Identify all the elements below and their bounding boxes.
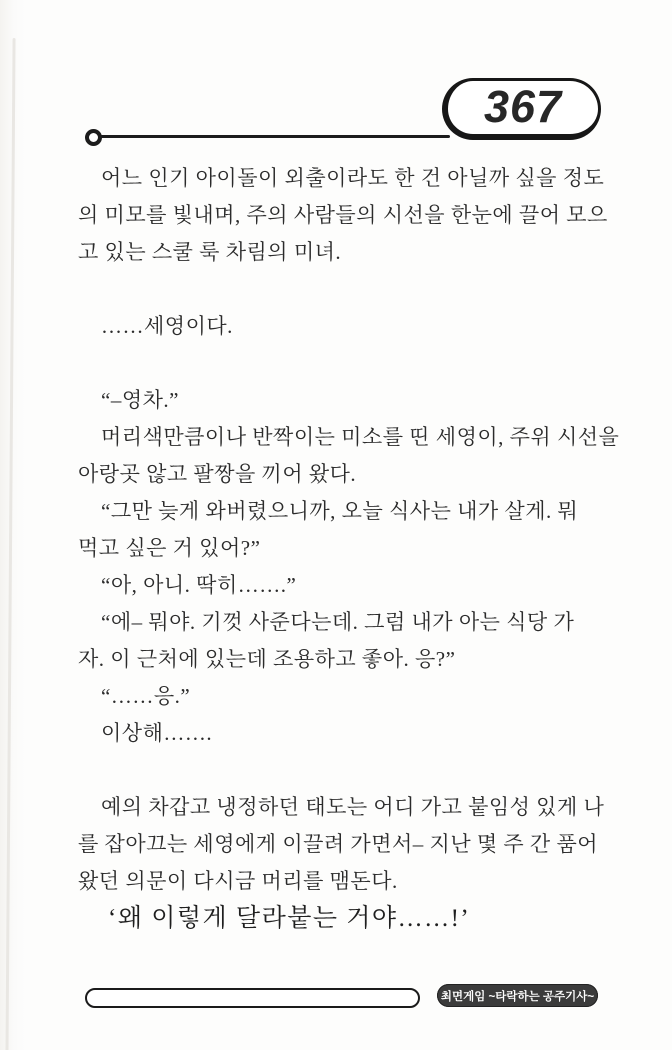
text-line: “……응.” [101,684,191,708]
footer-rule-box [85,988,420,1008]
text-line: 의 미모를 빛내며, 주의 사람들의 시선을 한눈에 끌어 모으 [78,203,608,227]
text-line: 먹고 싶은 거 있어?” [78,536,261,560]
text-line [78,345,606,382]
text-line: 고 있는 스쿨 룩 차림의 미녀. [78,240,342,264]
text-line: “에– 뭐야. 기껏 사준다는데. 그럼 내가 아는 식당 가 [101,610,575,634]
text-line: 왔던 의문이 다시금 머리를 맴돈다. [78,869,398,893]
page-number: 367 [483,80,563,132]
page-scan-line [5,38,15,1050]
text-line: ……세영이다. [101,314,233,338]
text-line: 예의 차갑고 냉정하던 태도는 어디 가고 붙임성 있게 나 [101,795,605,819]
text-line: 자. 이 근처에 있는데 조용하고 좋아. 응?” [78,647,456,671]
page-scan-edge [0,0,26,1050]
text-line: 어느 인기 아이돌이 외출이라도 한 건 아닐까 싶을 정도 [101,166,605,190]
text-line: 를 잡아끄는 세영에게 이끌려 가면서– 지난 몇 주 간 품어 [78,832,599,856]
text-line: “그만 늦게 와버렸으니까, 오늘 식사는 내가 살게. 뭐 [101,499,579,523]
series-title-badge: 최면게임 ~타락하는 공주기사~ [437,984,598,1007]
header-rule-line [99,135,450,138]
text-line: “–영차.” [101,388,179,412]
text-line [78,271,606,308]
text-line: “아, 아니. 딱히…….” [101,573,297,597]
text-line: 아랑곳 않고 팔짱을 끼어 왔다. [78,462,357,486]
text-line: 이상해……. [101,721,213,745]
page-number-badge [442,78,601,140]
text-line: ‘왜 이렇게 달라붙는 거야……!’ [108,905,471,932]
page-body [78,160,620,937]
text-line: 머리색만큼이나 반짝이는 미소를 띤 세영이, 주위 시선을 [101,425,620,449]
text-line [78,752,606,789]
